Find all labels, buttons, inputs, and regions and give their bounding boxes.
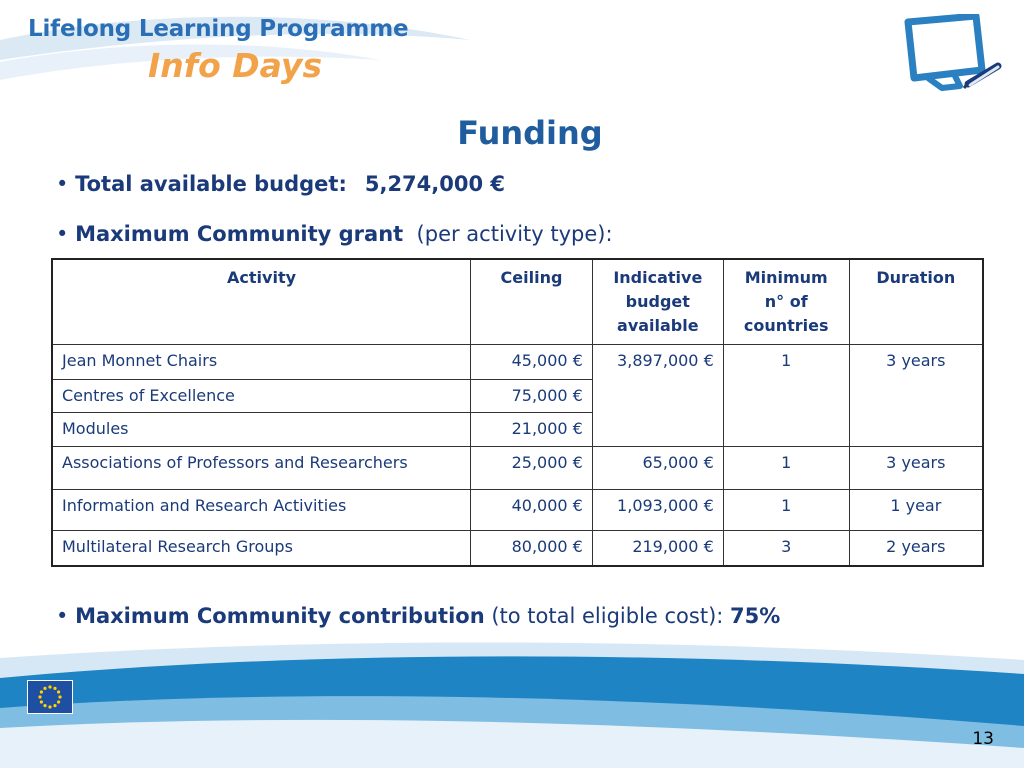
header-ceiling: Ceiling [471,259,593,345]
programme-name: Lifelong Learning Programme [28,16,409,42]
activity-cell: Associations of Professors and Researchers [52,447,471,490]
monitor-pencil-icon [898,14,1006,98]
table-row [52,345,983,380]
funding-table [51,258,984,567]
contribution-bullet: • Maximum Community contribution (to total eligible cost): 75% [56,604,781,628]
eu-flag-icon [27,680,73,714]
activity-cell: Information and Research Activities [52,490,471,531]
header-activity: Activity [52,259,471,345]
header-countries: Minimum n° of countries [723,259,849,345]
ceiling-cell: 25,000 € [471,447,593,490]
ceiling-cell: 75,000 € [471,380,593,413]
ceiling-cell: 45,000 € [471,345,593,380]
duration-cell: 3 years [849,345,983,447]
ceiling-cell: 21,000 € [471,413,593,447]
countries-cell: 1 [723,490,849,531]
event-name: Info Days [148,46,323,85]
grant-label: Maximum Community grant [75,222,404,246]
duration-cell: 2 years [849,531,983,566]
header-duration: Duration [849,259,983,345]
budget-cell: 3,897,000 € [592,345,723,447]
footer-wave-decoration [0,630,1024,768]
grant-bullet: • Maximum Community grant (per activity type): [56,222,613,246]
activity-cell: Jean Monnet Chairs [52,345,471,380]
contribution-value: 75% [730,604,781,628]
budget-cell: 65,000 € [592,447,723,490]
ceiling-cell: 40,000 € [471,490,593,531]
countries-cell: 3 [723,531,849,566]
ceiling-cell: 80,000 € [471,531,593,566]
slide-title: Funding [457,114,603,152]
budget-cell: 219,000 € [592,531,723,566]
page-number: 13 [972,729,994,749]
budget-cell: 1,093,000 € [592,490,723,531]
activity-cell: Multilateral Research Groups [52,531,471,566]
countries-cell: 1 [723,447,849,490]
duration-cell: 3 years [849,447,983,490]
contribution-label: Maximum Community contribution [75,604,485,628]
grant-note: (per activity type): [416,222,613,246]
duration-cell: 1 year [849,490,983,531]
budget-label: Total available budget: [75,172,347,196]
table-row [52,447,983,490]
table-header-row [52,259,983,345]
budget-value: 5,274,000 € [364,172,506,196]
table-row [52,531,983,566]
contribution-note: (to total eligible cost): [491,604,724,628]
table-row [52,490,983,531]
countries-cell: 1 [723,345,849,447]
activity-cell: Modules [52,413,471,447]
header-budget: Indicative budget available [592,259,723,345]
budget-bullet: • Total available budget: 5,274,000 € [56,172,506,196]
activity-cell: Centres of Excellence [52,380,471,413]
